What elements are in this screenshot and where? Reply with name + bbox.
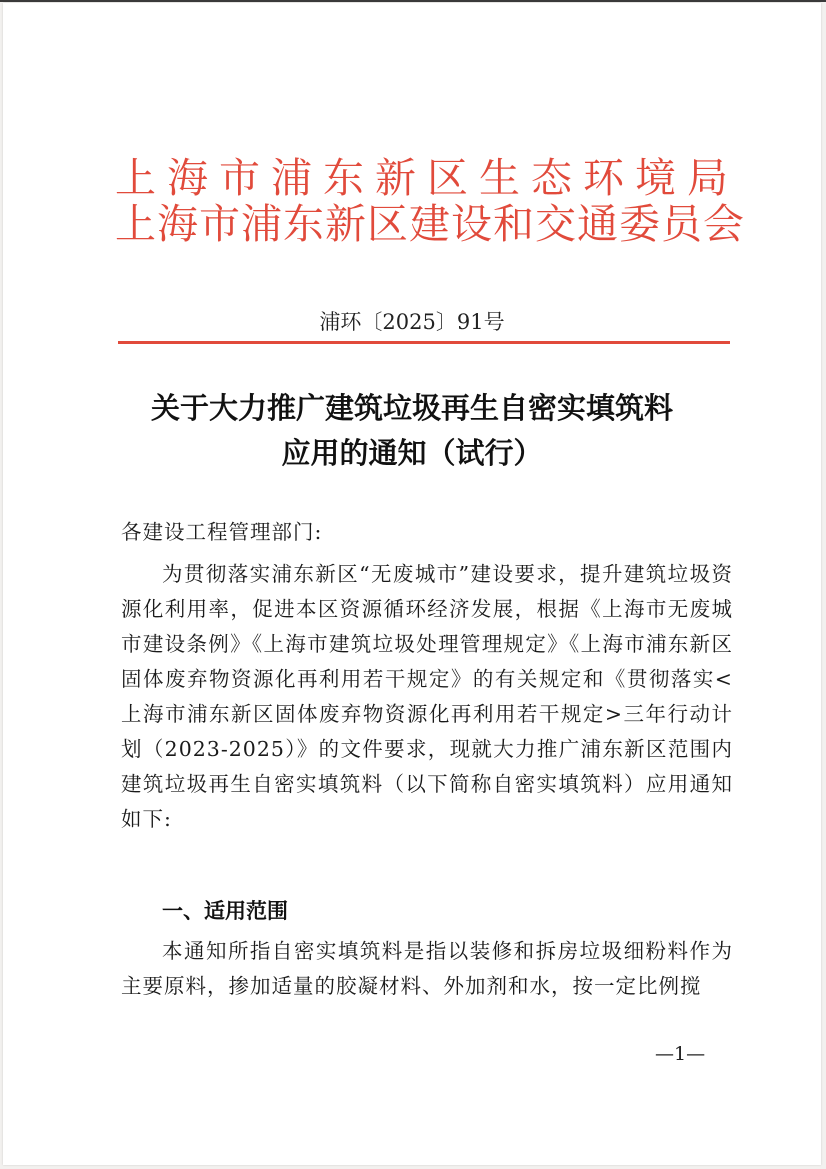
document-title-line-1: 关于大力推广建筑垃圾再生自密实填筑料	[150, 391, 673, 425]
section-heading-scope: 一、适用范围	[162, 899, 288, 923]
page-number: —1—	[655, 1043, 706, 1065]
document-page	[3, 3, 821, 1165]
issuing-org-line-2: 上海市浦东新区建设和交通委员会	[115, 200, 745, 248]
salutation: 各建设工程管理部门:	[121, 520, 323, 544]
red-separator-line	[118, 341, 730, 344]
issuing-org-line-1: 上海市浦东新区生态环境局	[115, 154, 739, 202]
body-paragraph-2: 本通知所指自密实填筑料是指以装修和拆房垃圾细粉料作为主要原料，掺加适量的胶凝材料、外加剂和水，按一定比例搅	[121, 939, 733, 998]
body-paragraph-1: 为贯彻落实浦东新区“无废城市”建设要求，提升建筑垃圾资源化利用率，促进本区资源循环经济发展，根据《上海市无废城市建设条例》《上海市建筑垃圾处理管理规定》《上海市浦东新区固体废弃物资源化再利用若干规定》的有关规定和《贯彻落实<上海市浦东新区固体废弃物资源化再利用若干规定>三年行动计划（2023-2025）》的文件要求，现就大力推广浦东新区范围内建筑垃圾再生自密实填筑料（以下简称自密实填筑料）应用通知如下:	[121, 562, 733, 831]
document-number: 浦环〔2025〕91号	[319, 310, 505, 334]
scan-edge	[0, 0, 826, 2]
document-title-line-2: 应用的通知（试行）	[281, 436, 543, 470]
